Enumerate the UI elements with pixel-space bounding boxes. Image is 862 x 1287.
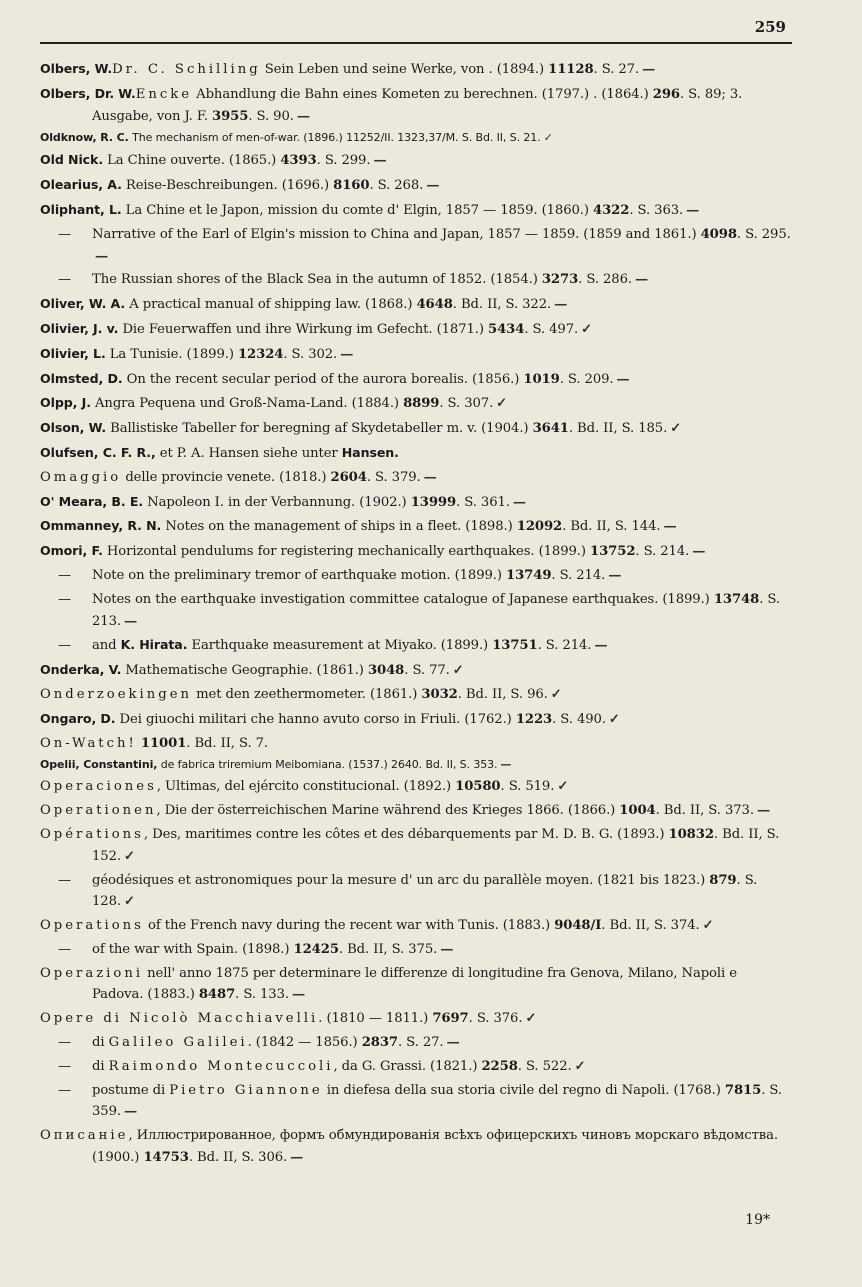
page-reference: . Bd. II, S. 306. <box>188 1150 288 1166</box>
check-mark-icon: — <box>423 469 437 485</box>
entry-text: delle provincie venete. (1818.) <box>121 469 331 485</box>
page-reference: . Bd. II, S. 322. <box>452 297 552 313</box>
entry-spaced-title: Dr. C. Schilling <box>112 62 261 77</box>
entry-spaced-title: Galileo Galilei <box>108 1035 248 1051</box>
index-entry <box>40 1080 792 1124</box>
entry-text: La Tunisie. (1899.) <box>105 346 238 362</box>
check-mark-icon: — <box>426 178 440 194</box>
page-reference: . S. 128. <box>92 872 758 910</box>
entry-text: The Russian shores of the Black Sea in the autumn of 1852. (1854.) <box>92 272 542 288</box>
check-mark-icon: — <box>440 941 454 957</box>
entry-text: . (1810 — 1811.) <box>318 1011 433 1027</box>
catalogue-number: 5434 <box>488 321 525 337</box>
index-entry <box>40 939 792 961</box>
ditto-dash: — <box>58 941 72 957</box>
ditto-dash: — <box>58 226 72 242</box>
entry-text: Dei giuochi militari che hanno avuto corso in Friuli. (1762.) <box>115 711 516 727</box>
index-entry <box>40 565 792 587</box>
entry-author: Opelii, Constantini, <box>40 758 158 772</box>
index-entry <box>40 515 792 538</box>
entry-author: Oldknow, R. C. <box>40 131 129 145</box>
catalogue-number: 1004 <box>619 803 656 819</box>
entry-text: A practical manual of shipping law. (1868.) <box>125 297 417 313</box>
entry-text: The mechanism of men-of-war. (1896.) 11252/II. 1323,37/M. S. Bd. II, S. 21. <box>128 131 541 145</box>
entry-text: Abhandlung die Bahn eines Kometen zu berechnen. (1797.) <box>192 86 594 102</box>
page-reference: . S. 133. <box>235 987 289 1003</box>
index-entry <box>40 149 792 172</box>
catalogue-number: 3048 <box>367 663 405 679</box>
entry-text: Horizontal pendulums for registering mechanically earthquakes. (1899.) <box>102 544 591 560</box>
index-entry <box>40 870 792 914</box>
catalogue-number: 13749 <box>506 567 552 583</box>
check-mark-icon: — <box>123 613 138 629</box>
check-mark-icon: — <box>634 272 649 288</box>
index-entry <box>40 58 792 81</box>
check-mark-icon: — <box>608 567 622 583</box>
catalogue-number: 9048/I <box>554 918 602 934</box>
index-entry <box>40 756 792 774</box>
page-reference: . S. 27. <box>398 1035 444 1051</box>
catalogue-number: 13748 <box>713 591 760 607</box>
entry-text: di <box>92 1058 109 1074</box>
index-entry <box>40 343 792 366</box>
entry-text: géodésiques et astronomiques pour la mesure d' un arc du parallèle moyen. (1821 bis 1823.) <box>92 872 710 888</box>
entry-text: Ballistiske Tabeller for beregning af Skydetabeller m. v. (1904.) <box>106 421 533 437</box>
ditto-dash: — <box>58 567 72 583</box>
entry-text: , Иллюстрированное, формъ обмундированія всѣхъ офицерскихъ чиновъ морскаго вѣдомства. (1900.) <box>92 1128 778 1166</box>
entry-spaced-title: Описаніе <box>40 1128 129 1144</box>
page-reference: . Bd. II, S. 373. <box>655 803 754 819</box>
catalogue-number: 879 <box>709 872 737 888</box>
entry-text: Earthquake measurement at Miyako. (1899.) <box>187 638 493 654</box>
index-entry <box>40 540 792 563</box>
entry-text: Sein Leben und seine Werke, von <box>260 62 489 77</box>
page-reference: . S. 77. <box>404 663 450 679</box>
entry-text: Narrative of the Earl of Elgin's mission to China and Japan, 1857 — 1859. (1859 and 1861.) <box>92 226 701 242</box>
check-mark-icon: ✓ <box>574 1058 586 1074</box>
index-entry <box>40 293 792 316</box>
entry-text: Angra Pequena und Groß-Nama-Land. (1884.) <box>90 396 404 412</box>
entry-author: Olivier, L. <box>40 345 106 361</box>
catalogue-number: 8160 <box>333 178 370 194</box>
index-entry <box>40 824 792 868</box>
check-mark-icon: — <box>512 494 526 510</box>
entry-spaced-title: Pietro Giannone <box>169 1082 323 1098</box>
entry-author: Omori, F. <box>40 543 103 559</box>
index-entry <box>40 491 792 514</box>
entry-text: , Des, maritimes contre les côtes et des débarquements par M. D. B. G. (1893.) <box>143 826 669 842</box>
catalogue-number: 13752 <box>590 544 636 560</box>
page-reference: . S. 299. <box>316 153 371 169</box>
entry-author: Onderka, V. <box>40 662 122 678</box>
catalogue-number: 1223 <box>515 711 553 727</box>
page-reference: . Bd. II, S. 152. <box>92 826 780 864</box>
entry-author: O' Meara, B. E. <box>40 493 144 509</box>
page-reference: . S. 376. <box>468 1011 523 1027</box>
page-reference: . S. 519. <box>500 779 555 795</box>
check-mark-icon: — <box>340 346 354 362</box>
catalogue-number: 3032 <box>421 686 458 702</box>
check-mark-icon: ✓ <box>452 663 464 679</box>
check-mark-icon: — <box>290 1150 304 1166</box>
index-entry <box>40 634 792 657</box>
check-mark-icon: — <box>756 803 771 819</box>
ditto-dash: — <box>58 272 72 288</box>
entry-spaced-title: On-Watch! <box>40 735 137 751</box>
entry-text: nell' anno 1875 per determinare le differenze di longitudine fra Genova, Milano, Napoli e Padova. (1883.) <box>92 965 737 1003</box>
index-entry <box>40 83 792 128</box>
index-entry <box>40 224 792 268</box>
entry-text: and <box>92 638 121 654</box>
catalogue-number: 4098 <box>700 226 737 242</box>
ditto-dash: — <box>58 872 72 888</box>
catalogue-number: 8487 <box>198 987 236 1003</box>
entry-text: di <box>92 1035 109 1051</box>
check-mark-icon: ✓ <box>123 894 135 910</box>
entry-text: Napoleon I. in der Verbannung. (1902.) <box>143 494 411 510</box>
check-mark-icon: — <box>554 297 568 313</box>
page-reference: . Bd. II, S. 185. <box>568 421 668 437</box>
catalogue-number: 1019 <box>523 371 560 387</box>
entry-text: , Die der österreichischen Marine während des Krieges 1866. (1866.) <box>156 803 620 819</box>
check-mark-icon: — <box>692 544 706 560</box>
page-reference: . S. 302. <box>283 346 338 362</box>
page-reference: . Bd. II, S. 375. <box>338 941 438 957</box>
entry-author: K. Hirata. <box>120 637 188 653</box>
page-reference: . Bd. II, S. 144. <box>562 519 661 535</box>
check-mark-icon: ✓ <box>543 131 553 145</box>
entry-text: La Chine ouverte. (1865.) <box>103 153 281 169</box>
index-entries <box>40 58 792 1171</box>
entry-text: , da G. Grassi. (1821.) <box>333 1058 482 1074</box>
catalogue-number: 12425 <box>293 941 339 957</box>
catalogue-number: 4393 <box>280 153 317 169</box>
index-entry <box>40 129 792 147</box>
page-reference: . S. 361. <box>456 494 510 510</box>
check-mark-icon: ✓ <box>123 848 135 864</box>
catalogue-number: 10832 <box>668 826 714 842</box>
catalogue-number: 3955 <box>212 108 249 124</box>
catalogue-number: 8899 <box>403 396 440 412</box>
index-entry <box>40 684 792 706</box>
check-mark-icon: ✓ <box>525 1011 537 1027</box>
page-reference: . S. 89; 3. Ausgabe, von J. F. <box>92 86 743 124</box>
index-entry <box>40 963 792 1007</box>
index-entry <box>40 1008 792 1030</box>
entry-text: Die Feuerwaffen und ihre Wirkung im Gefecht. (1871.) <box>118 321 488 337</box>
entry-text: . (1842 — 1856.) <box>247 1035 362 1051</box>
page-reference: . S. 359. <box>92 1082 782 1120</box>
index-entry <box>40 318 792 341</box>
index-entry <box>40 659 792 682</box>
check-mark-icon: — <box>95 248 109 264</box>
entry-spaced-title: Operaciones <box>40 779 157 795</box>
page-reference: . S. 363. <box>629 202 684 218</box>
index-entry <box>40 776 792 798</box>
page-reference: . S. 490. <box>552 711 606 727</box>
index-entry <box>40 733 792 755</box>
page-reference: . S. 27. <box>593 62 640 77</box>
ditto-dash: — <box>58 1035 72 1051</box>
entry-text: in diefesa della sua storia civile del regno di Napoli. (1768.) <box>322 1082 725 1098</box>
entry-spaced-title: Opérations <box>40 826 144 842</box>
entry-text: met den zeethermometer. (1861.) <box>192 686 422 702</box>
entry-spaced-title: Operazioni <box>40 965 144 981</box>
check-mark-icon: — <box>373 153 387 169</box>
check-mark-icon: ✓ <box>702 918 714 934</box>
entry-text: . (1864.) <box>593 86 653 102</box>
header-rule <box>40 42 792 44</box>
index-entry <box>40 417 792 440</box>
check-mark-icon: — <box>663 519 677 535</box>
entry-author: Oliver, W. A. <box>40 296 126 312</box>
page-reference: . S. 209. <box>559 371 614 387</box>
page-reference: . S. 286. <box>578 272 632 288</box>
entry-author: Oliphant, L. <box>40 201 122 217</box>
check-mark-icon: ✓ <box>581 321 593 337</box>
sheet-signature: 19* <box>745 1212 770 1228</box>
index-entry <box>40 467 792 489</box>
entry-spaced-title: Encke <box>135 86 193 102</box>
entry-text: Mathematische Geographie. (1861.) <box>121 663 368 679</box>
check-mark-icon: ✓ <box>557 779 569 795</box>
entry-spaced-title: Operations <box>40 918 144 934</box>
page-reference: . S. 379. <box>366 469 421 485</box>
index-entry <box>40 915 792 937</box>
page-reference: . S. 90. <box>248 108 294 124</box>
index-entry <box>40 199 792 222</box>
entry-author: Ongaro, D. <box>40 710 116 726</box>
index-entry <box>40 269 792 291</box>
page-reference: . Bd. II, S. 96. <box>457 686 548 702</box>
index-entry <box>40 368 792 391</box>
entry-author: Olivier, J. v. <box>40 320 119 336</box>
entry-text: et P. A. Hansen siehe unter <box>155 445 342 461</box>
check-mark-icon: — <box>686 202 700 218</box>
entry-text: . (1894.) <box>488 62 549 77</box>
entry-author: Olson, W. <box>40 420 107 436</box>
catalogue-number: 12092 <box>516 519 563 535</box>
catalogue-number: 14753 <box>143 1150 189 1166</box>
entry-author: Olearius, A. <box>40 177 122 193</box>
catalogue-number: 4648 <box>416 297 453 313</box>
page-reference: . S. 213. <box>92 591 780 629</box>
entry-author: Olmsted, D. <box>40 370 123 386</box>
catalogue-number: 13999 <box>410 494 457 510</box>
check-mark-icon: — <box>123 1104 138 1120</box>
check-mark-icon: — <box>594 638 608 654</box>
catalogue-number: 296 <box>652 86 680 102</box>
index-entry <box>40 392 792 415</box>
page-reference: . S. 497. <box>524 321 579 337</box>
ditto-dash: — <box>58 591 72 607</box>
entry-author: Hansen. <box>341 444 399 460</box>
check-mark-icon: — <box>446 1035 460 1051</box>
entry-author: Ommanney, R. N. <box>40 518 162 534</box>
entry-text: Notes on the management of ships in a fleet. (1898.) <box>161 519 517 535</box>
check-mark-icon: — <box>500 758 512 772</box>
entry-author: Olpp, J. <box>40 395 91 411</box>
entry-text: postume di <box>92 1082 170 1098</box>
entry-text: On the recent secular period of the aurora borealis. (1856.) <box>122 371 524 387</box>
page-reference: . Bd. II, S. 374. <box>601 918 700 934</box>
index-entry <box>40 1056 792 1078</box>
entry-text: Reise-Beschreibungen. (1696.) <box>121 178 334 194</box>
catalogue-number: 11128 <box>548 62 594 77</box>
index-entry <box>40 174 792 197</box>
entry-text: Notes on the earthquake investigation committee catalogue of Japanese earthquakes. (1899.) <box>92 591 714 607</box>
page-reference: . S. 214. <box>635 544 690 560</box>
page-reference: . Bd. II, S. 7. <box>186 735 269 751</box>
check-mark-icon: — <box>616 371 630 387</box>
index-entry <box>40 1125 792 1169</box>
entry-author: Old Nick. <box>40 152 104 168</box>
entry-spaced-title: Opere di Nicolò Macchiavelli <box>40 1011 319 1027</box>
entry-text: of the French navy during the recent war with Tunis. (1883.) <box>143 918 555 934</box>
catalogue-number: 12324 <box>237 346 284 362</box>
page-reference: . S. 307. <box>439 396 494 412</box>
page-reference: . S. 268. <box>369 178 424 194</box>
entry-author: Olbers, Dr. W. <box>40 85 136 101</box>
index-entry <box>40 708 792 731</box>
check-mark-icon: ✓ <box>608 711 620 727</box>
page-number: 259 <box>754 18 786 36</box>
check-mark-icon: ✓ <box>496 396 508 412</box>
check-mark-icon: ✓ <box>550 686 562 702</box>
catalogue-number: 4322 <box>593 202 630 218</box>
page-reference: . S. 214. <box>537 638 592 654</box>
catalogue-number: 7697 <box>432 1011 469 1027</box>
check-mark-icon: — <box>296 108 310 124</box>
catalogue-number: 3273 <box>541 272 579 288</box>
index-entry <box>40 442 792 465</box>
entry-author: Olbers, W. <box>40 61 113 76</box>
ditto-dash: — <box>58 638 72 654</box>
catalogue-number: 2837 <box>361 1035 398 1051</box>
entry-text: , Ultimas, del ejército constitucional. (1892.) <box>156 779 456 795</box>
catalogue-number: 7815 <box>724 1082 762 1098</box>
entry-author: Olufsen, C. F. R., <box>40 444 156 460</box>
check-mark-icon: — <box>291 987 306 1003</box>
catalogue-number: 3641 <box>532 421 569 437</box>
page-reference: . S. 295. <box>736 226 791 242</box>
entry-spaced-title: Operationen <box>40 803 157 819</box>
entry-text: La Chine et le Japon, mission du comte d' Elgin, 1857 — 1859. (1860.) <box>121 202 594 218</box>
check-mark-icon: ✓ <box>670 421 682 437</box>
index-entry <box>40 1032 792 1054</box>
entry-text: of the war with Spain. (1898.) <box>92 941 294 957</box>
check-mark-icon: — <box>642 62 656 77</box>
catalogue-number: 13751 <box>492 638 538 654</box>
catalogue-number: 2604 <box>330 469 367 485</box>
entry-text: Note on the preliminary tremor of earthquake motion. (1899.) <box>92 567 507 583</box>
ditto-dash: — <box>58 1082 72 1098</box>
catalogue-number: 2258 <box>481 1058 518 1074</box>
index-entry <box>40 800 792 822</box>
entry-text: de fabrica triremium Meibomiana. (1537.) 2640. Bd. II, S. 353. <box>157 758 498 772</box>
page-reference: . S. 214. <box>551 567 606 583</box>
entry-spaced-title: Raimondo Montecuccoli <box>108 1058 334 1074</box>
catalogue-number: 10580 <box>455 779 501 795</box>
catalogue-number: 11001 <box>140 735 187 751</box>
page-reference: . S. 522. <box>517 1058 572 1074</box>
index-entry <box>40 589 792 633</box>
entry-spaced-title: Omaggio <box>40 469 122 485</box>
ditto-dash: — <box>58 1058 72 1074</box>
entry-spaced-title: Onderzoekingen <box>40 686 192 702</box>
